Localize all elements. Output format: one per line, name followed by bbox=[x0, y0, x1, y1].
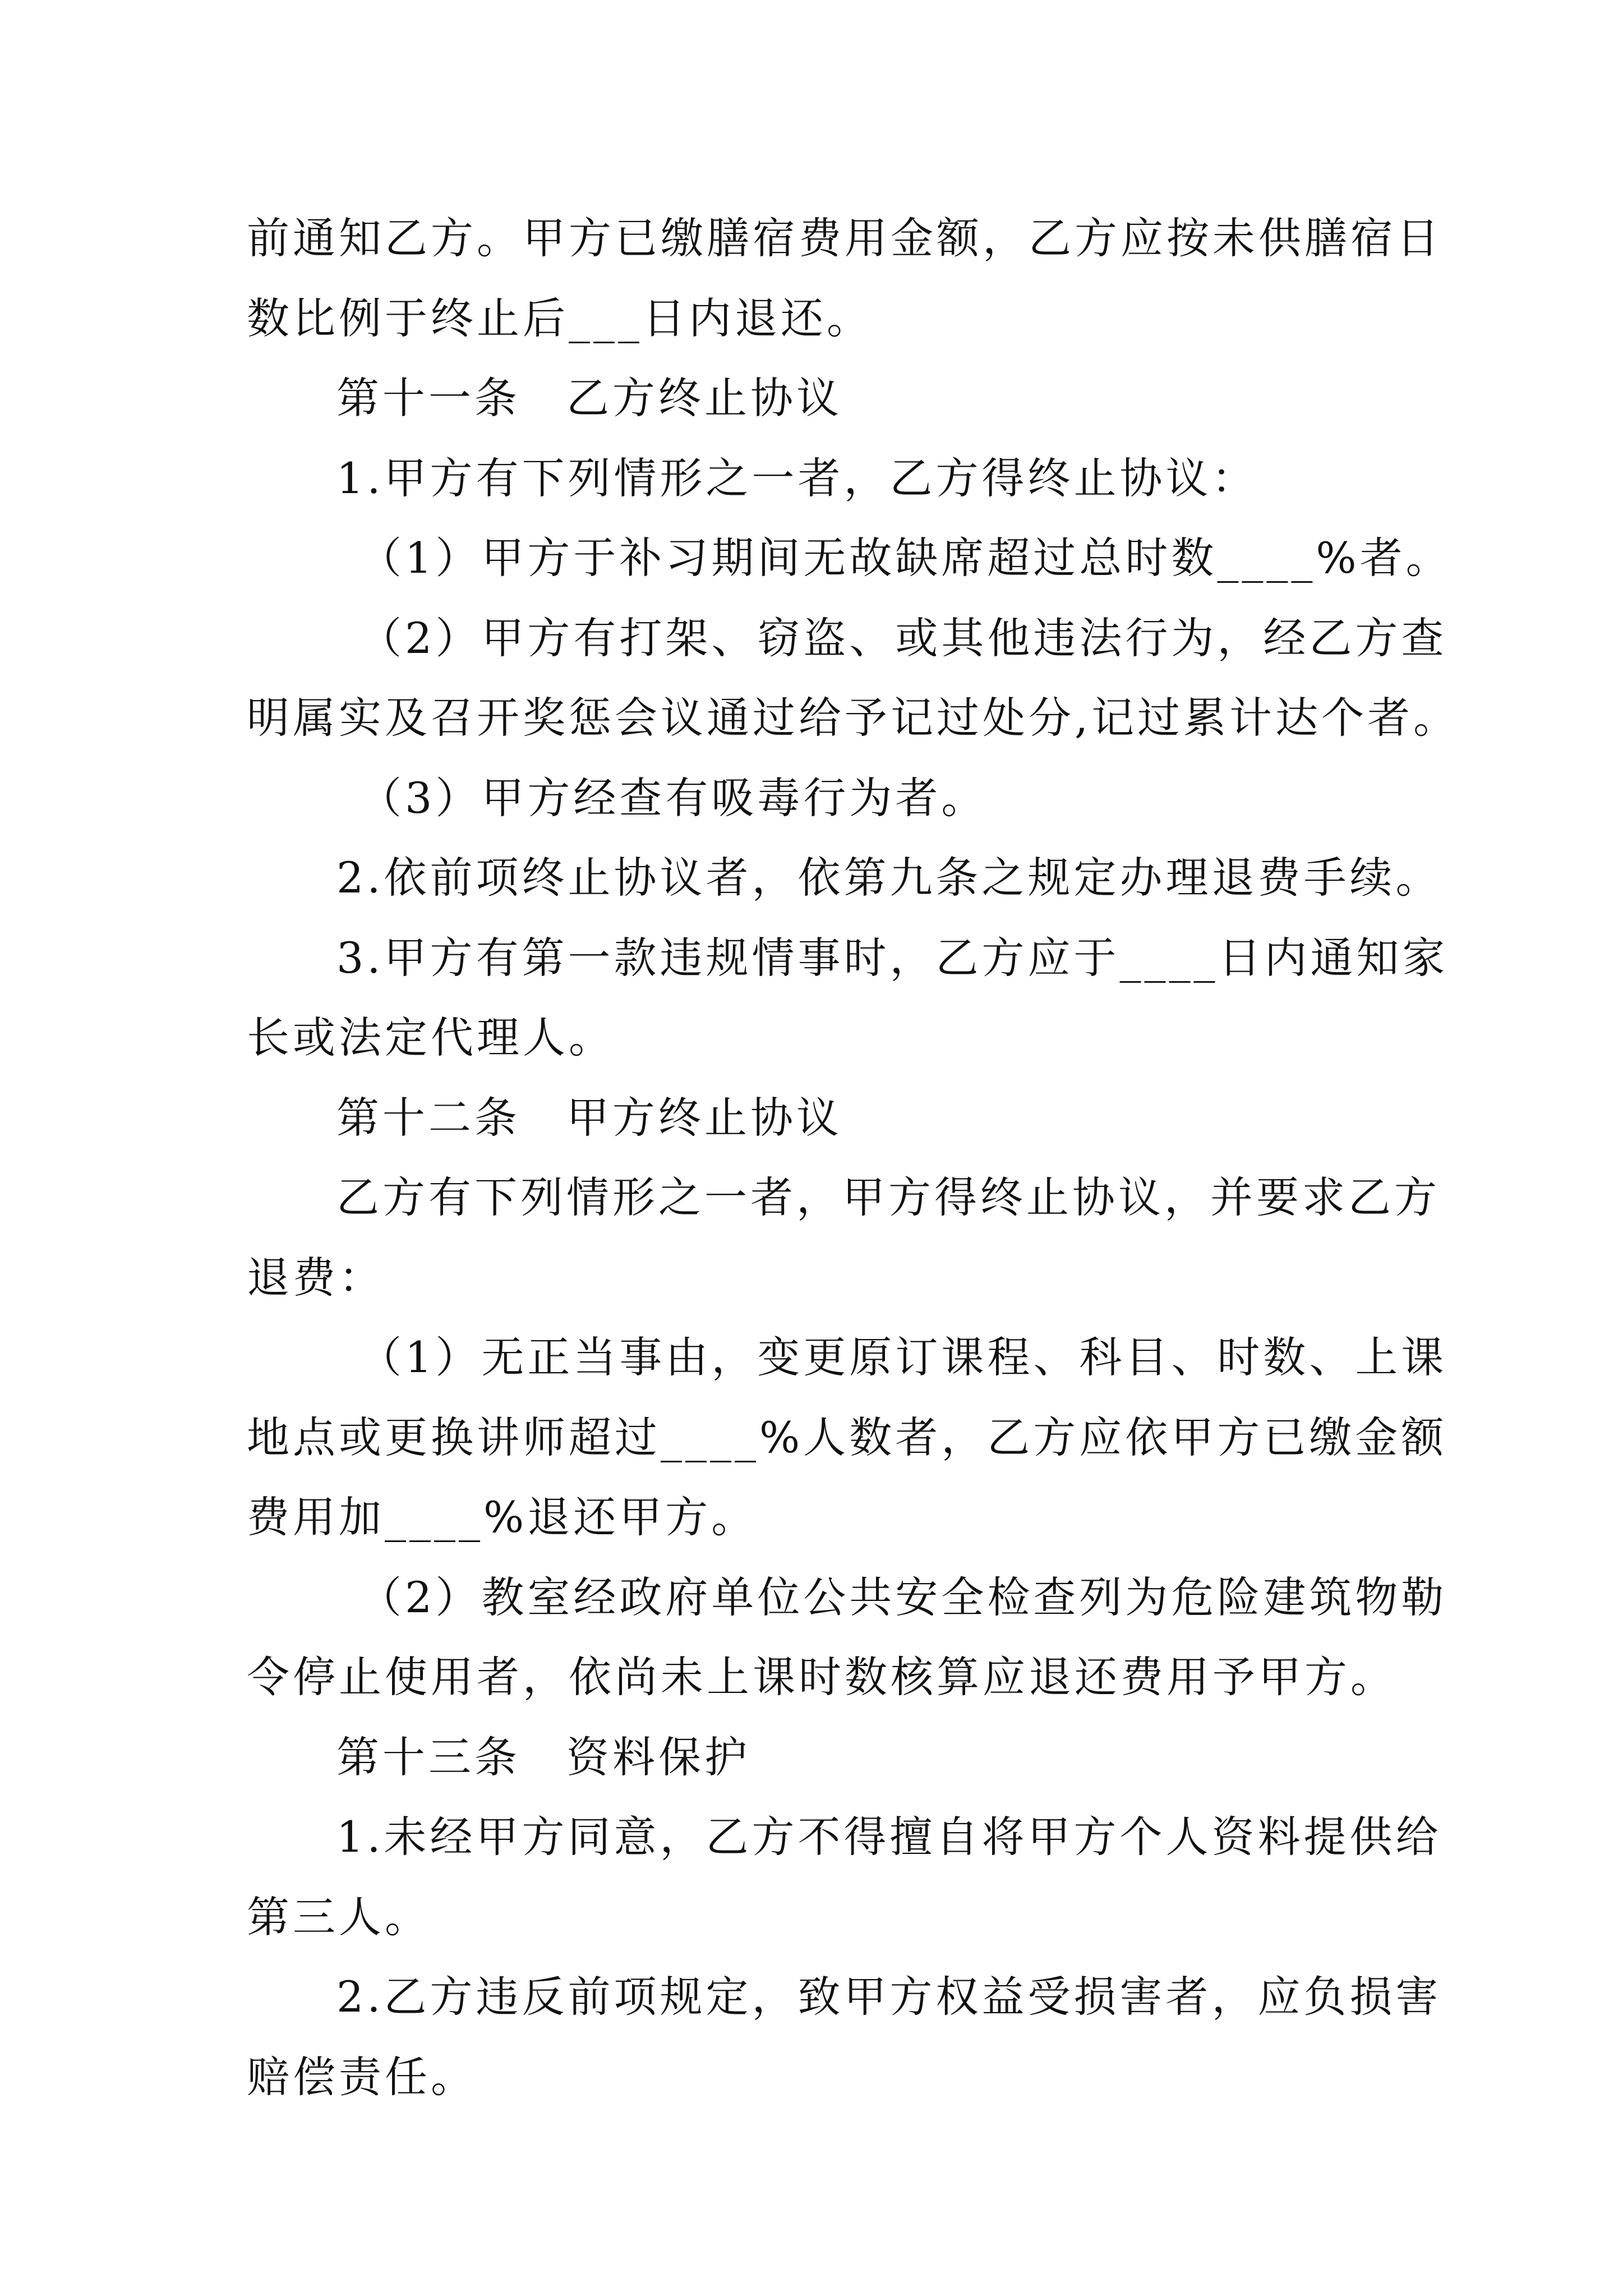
paragraph-line: 退费： bbox=[247, 1253, 385, 1303]
paragraph-line: 3.甲方有第一款违规情事时，乙方应于____日内通知家 bbox=[336, 933, 1449, 983]
paragraph-line: 地点或更换讲师超过____%人数者，乙方应依甲方已缴金额 bbox=[247, 1412, 1447, 1462]
list-item: （1）无正当事由，变更原订课程、科目、时数、上课 bbox=[359, 1332, 1447, 1382]
paragraph-line: 前通知乙方。甲方已缴膳宿费用金额，乙方应按未供膳宿日 bbox=[247, 213, 1442, 263]
paragraph-line: 明属实及召开奖惩会议通过给予记过处分,记过累计达个者。 bbox=[247, 693, 1460, 743]
section-heading: 第十二条 甲方终止协议 bbox=[336, 1093, 842, 1143]
paragraph-line: 2.乙方违反前项规定，致甲方权益受损害者，应负损害 bbox=[336, 1972, 1442, 2022]
paragraph-line: 1.未经甲方同意，乙方不得擅自将甲方个人资料提供给 bbox=[336, 1812, 1442, 1862]
list-item: （2）甲方有打架、窃盗、或其他违法行为，经乙方查 bbox=[359, 613, 1447, 663]
paragraph-line: 赔偿责任。 bbox=[247, 2052, 477, 2102]
section-heading: 第十三条 资料保护 bbox=[336, 1732, 750, 1782]
list-item: （2）教室经政府单位公共安全检查列为危险建筑物勒 bbox=[359, 1572, 1447, 1622]
paragraph-line: 2.依前项终止协议者，依第九条之规定办理退费手续。 bbox=[336, 853, 1442, 903]
paragraph-line: 长或法定代理人。 bbox=[247, 1013, 615, 1062]
section-heading: 第十一条 乙方终止协议 bbox=[336, 373, 842, 423]
paragraph-line: 数比例于终止后___日内退还。 bbox=[247, 293, 873, 343]
list-item: （1）甲方于补习期间无故缺席超过总时数____%者。 bbox=[359, 533, 1452, 583]
paragraph-line: 第三人。 bbox=[247, 1892, 431, 1942]
paragraph-line: 乙方有下列情形之一者，甲方得终止协议，并要求乙方 bbox=[336, 1172, 1440, 1222]
paragraph-line: 费用加____%退还甲方。 bbox=[247, 1492, 758, 1542]
paragraph-line: 令停止使用者，依尚未上课时数核算应退还费用予甲方。 bbox=[247, 1652, 1396, 1702]
list-item: （3）甲方经查有吸毒行为者。 bbox=[359, 773, 988, 823]
paragraph-line: 1.甲方有下列情形之一者，乙方得终止协议： bbox=[336, 453, 1258, 503]
